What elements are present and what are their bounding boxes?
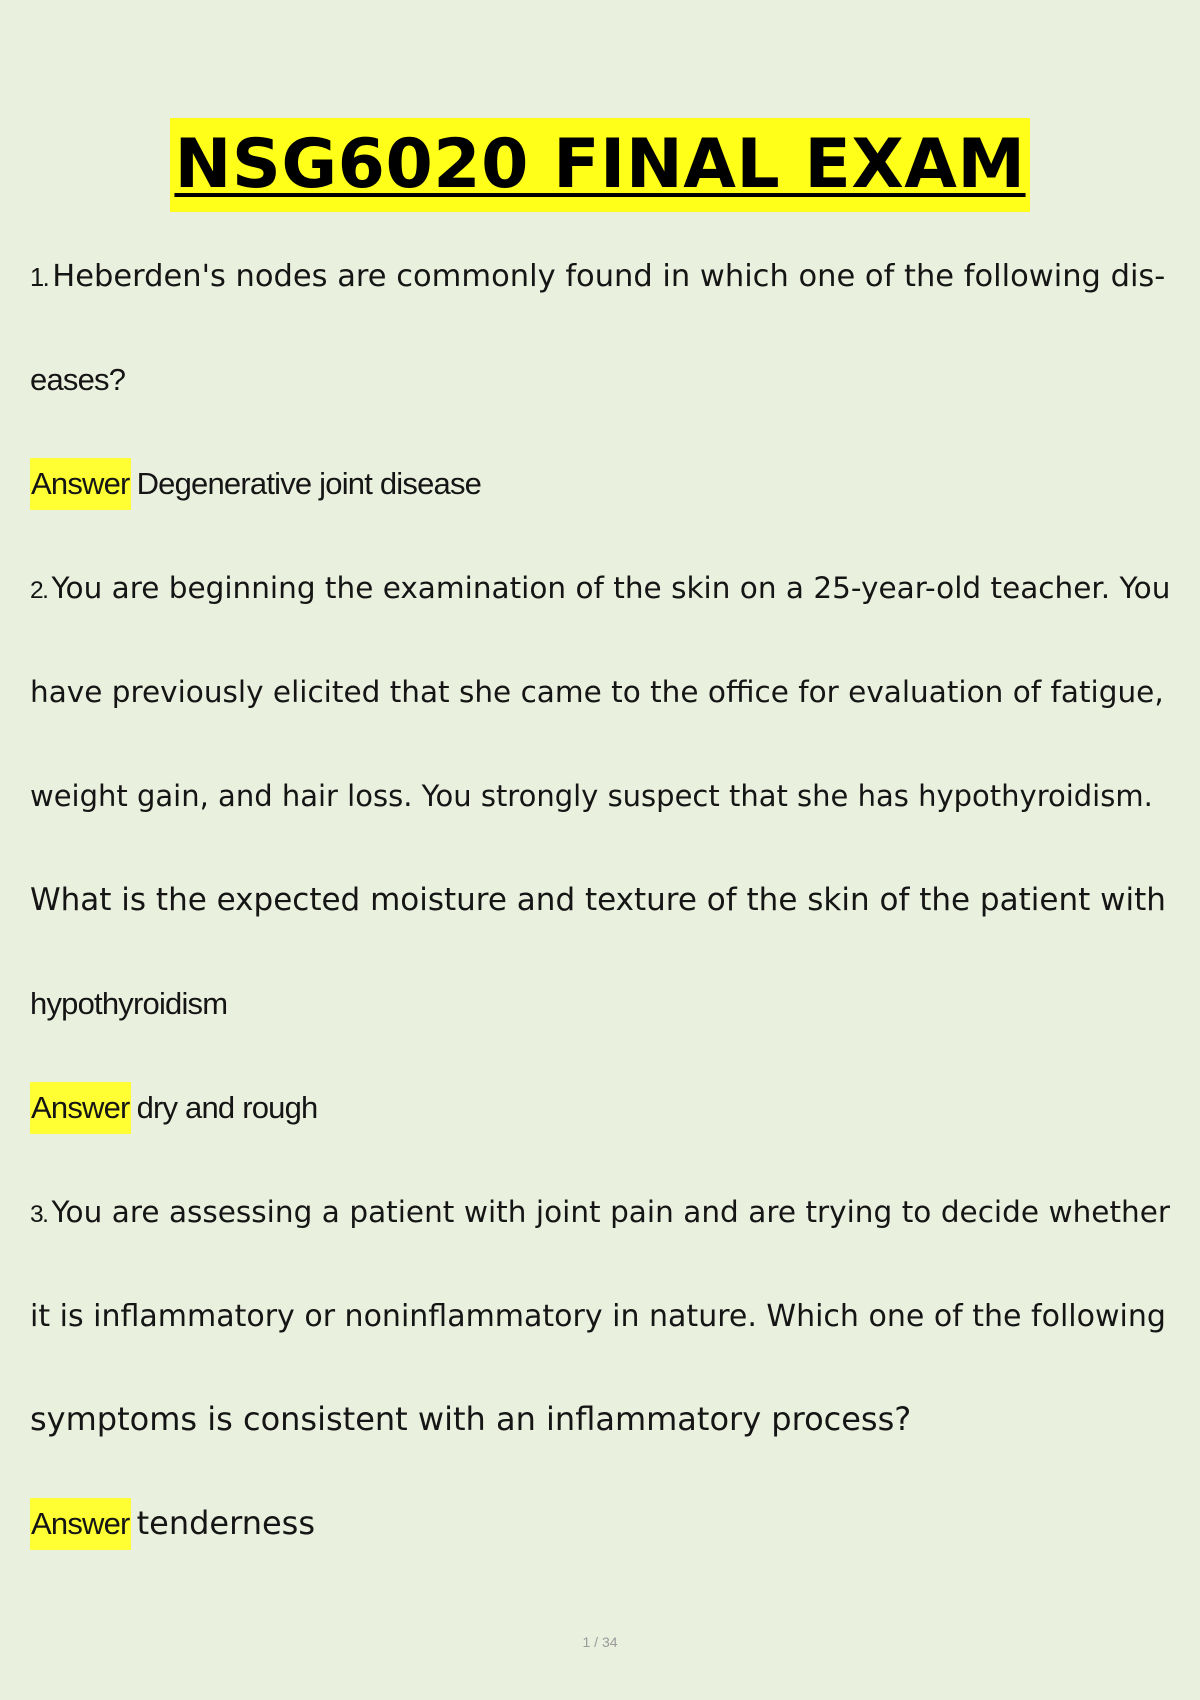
question-2-answer-label: Answer bbox=[30, 1082, 131, 1134]
question-2-number: 2. bbox=[30, 577, 48, 604]
question-1-answer: Degenerative joint disease bbox=[136, 466, 482, 501]
question-2-answer: dry and rough bbox=[136, 1090, 318, 1125]
question-2-line-4 bbox=[30, 869, 1170, 929]
question-1-line-1 bbox=[30, 245, 1170, 305]
question-2-text-line-5: hypothyroidism bbox=[30, 986, 228, 1021]
question-2-text-line-4: What is the expected moisture and texture of the skin of the patient with bbox=[30, 882, 1166, 918]
question-3-answer: tenderness bbox=[136, 1504, 315, 1542]
question-2-text-line-3: weight gain, and hair loss. You strongly suspect that she has hypothyroidism. bbox=[30, 779, 1153, 813]
question-1-answer-label: Answer bbox=[30, 458, 131, 510]
question-3-text-line-1: You are assessing a patient with joint pain and are trying to decide whether bbox=[51, 1195, 1170, 1229]
question-2-line-2 bbox=[30, 661, 1170, 721]
question-3-answer-label: Answer bbox=[30, 1498, 131, 1550]
question-1-number: 1. bbox=[30, 264, 49, 292]
question-2-line-1 bbox=[30, 557, 1170, 617]
question-3-line-3 bbox=[30, 1389, 1170, 1449]
question-2-text-line-1: You are beginning the examination of the skin on a 25-year-old teacher. You bbox=[51, 571, 1171, 605]
question-3-number: 3. bbox=[30, 1201, 48, 1228]
question-2-line-5 bbox=[30, 973, 1170, 1033]
question-3-text-line-3: symptoms is consistent with an inflammatory process? bbox=[30, 1400, 912, 1438]
document-title: NSG6020 FINAL EXAM bbox=[170, 118, 1029, 212]
question-3-line-2 bbox=[30, 1285, 1170, 1345]
question-1-text-line-2: eases? bbox=[30, 362, 126, 397]
question-1-answer-line bbox=[30, 453, 1170, 513]
question-1-line-2 bbox=[30, 349, 1170, 409]
question-2-line-3 bbox=[30, 765, 1170, 825]
question-3-text-line-2: it is inflammatory or noninflammatory in nature. Which one of the following bbox=[30, 1299, 1166, 1334]
question-3-line-1 bbox=[30, 1181, 1170, 1241]
title-wrapper bbox=[0, 118, 1200, 212]
question-2-text-line-2: have previously elicited that she came to the office for evaluation of fatigue, bbox=[30, 675, 1164, 709]
question-1-text-line-1: Heberden's nodes are commonly found in which one of the following dis- bbox=[52, 259, 1166, 294]
question-2-answer-line bbox=[30, 1077, 1170, 1137]
page-indicator: 1 / 34 bbox=[582, 1634, 618, 1650]
question-3-answer-line bbox=[30, 1493, 1170, 1553]
